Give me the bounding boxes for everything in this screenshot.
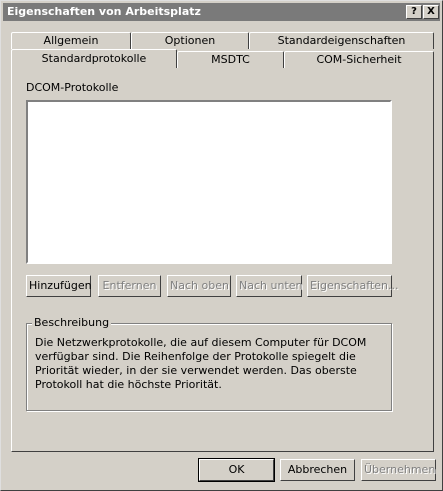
tab-msdtc[interactable]: MSDTC: [177, 51, 284, 68]
ok-button[interactable]: OK: [199, 459, 274, 481]
move-down-button[interactable]: Nach unten: [236, 275, 302, 297]
tab-allgemein[interactable]: Allgemein: [11, 32, 131, 49]
help-button[interactable]: ?: [406, 5, 422, 19]
tab-optionen[interactable]: Optionen: [131, 32, 249, 49]
tab-com-sicherheit[interactable]: COM-Sicherheit: [284, 51, 434, 68]
cancel-button[interactable]: Abbrechen: [280, 459, 355, 481]
add-button[interactable]: Hinzufügen: [26, 275, 91, 297]
description-text: Die Netzwerkprotokolle, die auf diesem Computer für DCOM verfügbar sind. Die Reihenfolge der Protokolle spiegelt die Priorität wieder, in der sie verwendet werden. Das oberste Protokoll hat die höchste Priorität.: [35, 336, 367, 391]
properties-button[interactable]: Eigenschaften...: [307, 275, 392, 297]
description-legend: Beschreibung: [34, 316, 110, 329]
apply-button[interactable]: Übernehmen: [361, 459, 436, 481]
move-up-button[interactable]: Nach oben: [167, 275, 231, 297]
window-title: Eigenschaften von Arbeitsplatz: [7, 5, 201, 18]
remove-button[interactable]: Entfernen: [98, 275, 161, 297]
tab-standardeigenschaften[interactable]: Standardeigenschaften: [249, 32, 434, 49]
dcom-protocols-label: DCOM-Protokolle: [26, 81, 119, 94]
close-button[interactable]: X: [423, 5, 439, 19]
tab-standardprotokolle[interactable]: Standardprotokolle: [11, 49, 177, 68]
description-groupbox: [26, 316, 392, 411]
title-bar[interactable]: [3, 3, 440, 21]
dcom-protocols-list[interactable]: [26, 100, 392, 264]
